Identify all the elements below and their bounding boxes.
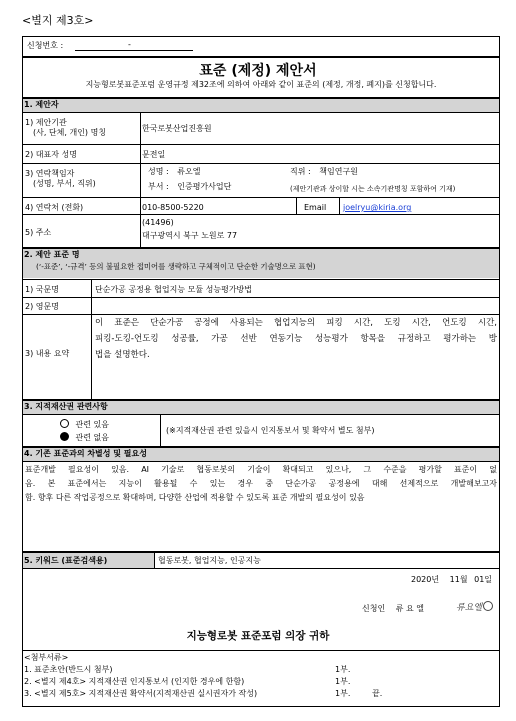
rep-label: 2) 대표자 성명 (25, 150, 77, 159)
applicant-signature (456, 600, 493, 613)
org-label-line2: (사, 단체, 개인) 명칭 (33, 128, 107, 137)
address-zip[interactable]: (41496) (142, 218, 174, 227)
dept-label: 부서 : (148, 182, 169, 191)
attachments-title: <첨부서류> (24, 653, 69, 662)
position-value[interactable]: 책임연구원 (319, 167, 358, 176)
attachment-count-1: 1부. (335, 665, 351, 674)
summary-line-1[interactable]: 이 표준은 단순가공 공정에 사용되는 협업지능의 피킹 시간, 도킹 시간, 언도킹 시간, (95, 318, 497, 328)
contact-dept (148, 182, 231, 192)
application-no-value[interactable]: - (128, 40, 131, 49)
email-link[interactable]: joelryu@kiria.org (343, 203, 412, 212)
org-label-line1: 1) 제안기관 (25, 118, 67, 127)
ip-option-no-label: 관련 없음 (75, 433, 110, 442)
section-3-title: 3. 지적재산권 관련사항 (24, 402, 108, 411)
contact-label-line2: (성명, 부서, 직위) (33, 179, 96, 188)
ip-option-yes-label: 관련 있음 (75, 420, 110, 429)
necessity-line-2[interactable]: 음. 본 표준에서는 지능이 활용될 수 있는 경우 중 단순가공 공정용에 대해 선제적으로 개발해보고자 (25, 479, 497, 488)
section-5-title: 5. 키워드 (표준검색용) (24, 556, 108, 565)
summary-line-2[interactable]: 피킹-도킹-언도킹 성공률, 가공 선반 연동기능 성능평가 항목을 규정하고 평가하는 방 (95, 334, 497, 344)
org-value[interactable]: 한국로봇산업진흥원 (142, 124, 212, 133)
address-value[interactable]: 대구광역시 북구 노원로 77 (142, 231, 238, 240)
name-value[interactable]: 류오엘 (177, 167, 201, 176)
seal-icon (483, 601, 493, 611)
section-4-title: 4. 기존 표준과의 차별성 및 필요성 (24, 449, 147, 458)
address-label: 5) 주소 (25, 228, 52, 237)
applicant-label: 신청인 (362, 604, 386, 613)
application-no-label: 신청번호 : (27, 41, 64, 50)
org-label (25, 118, 106, 138)
en-name-label: 2) 영문명 (25, 302, 59, 311)
position-label: 직위 : (290, 167, 311, 176)
date-month[interactable]: 11월 (449, 575, 468, 584)
attachment-count-3: 1부. (335, 689, 351, 698)
applicant-name[interactable]: 류 요 엘 (395, 604, 425, 613)
section-1-title: 1. 제안자 (24, 100, 59, 109)
recipient: 지능형로봇 표준포럼 의장 귀하 (186, 630, 330, 642)
keywords-value[interactable]: 협동로봇, 협업지능, 인공지능 (158, 556, 261, 565)
radio-unchecked-icon[interactable] (60, 419, 69, 428)
section-2-note: (‘-표준’, ‘-규격’ 등의 불필요한 접미어를 생략하고 구체적이고 단순한 기술명으로 표현) (36, 262, 316, 271)
form-label: <별지 제3호> (22, 14, 94, 27)
ko-name-value[interactable]: 단순가공 공정용 협업지능 모듈 성능평가방법 (95, 285, 253, 294)
email-label: Email (304, 203, 327, 212)
summary-line-3[interactable]: 법을 설명한다. (95, 350, 150, 360)
ip-option-yes[interactable] (60, 419, 109, 430)
attachment-item-3[interactable]: 3. <별지 제5호> 지적재산권 확약서(지적재산권 실시권자가 작성) (24, 689, 258, 698)
summary-label: 3) 내용 요약 (25, 349, 70, 358)
contact-name (148, 167, 200, 177)
application-no-underline (75, 50, 193, 51)
necessity-line-1[interactable]: 표준개발 필요성이 있음. AI 기술로 협동로봇의 기술이 확대되고 있으나, 그 수준을 평가할 표준이 없 (25, 465, 497, 474)
radio-checked-icon[interactable] (60, 432, 69, 441)
contact-label-line1: 3) 연락책임자 (25, 169, 75, 178)
ko-name-label: 1) 국문명 (25, 285, 59, 294)
date-year[interactable]: 2020년 (411, 575, 440, 584)
attachment-count-2: 1부. (335, 677, 351, 686)
contact-position (290, 167, 358, 177)
contact-note: (제안기관과 상이할 시는 소속기관명칭 포함하여 기재) (290, 185, 456, 193)
signature-text: 류요엘 (456, 603, 483, 613)
attachment-item-2[interactable]: 2. <별지 제4호> 지적재산권 인지통보서 (인지한 경우에 한함) (24, 677, 245, 686)
phone-value[interactable]: 010-8500-5220 (142, 203, 204, 212)
date (411, 575, 492, 585)
ip-option-no[interactable] (60, 432, 109, 443)
ip-note: (※지적재산권 관련 있을시 인지통보서 및 확약서 별도 첨부) (166, 426, 375, 435)
form-intro: 지능형로봇표준포럼 운영규정 제32조에 의하여 아래와 같이 표준의 (제정, 개정, 폐지)를 신청합니다. (85, 80, 437, 89)
necessity-line-3[interactable]: 함. 향후 다른 작업공정으로 확대하며, 다양한 산업에 적용할 수 있도록 표준 개발의 필요성이 있음 (25, 493, 365, 502)
attachment-item-1[interactable]: 1. 표준초안(반드시 첨부) (24, 665, 113, 674)
section-2-title: 2. 제안 표준 명 (24, 250, 80, 259)
dept-value[interactable]: 인증평가사업단 (177, 182, 232, 191)
name-label: 성명 : (148, 167, 169, 176)
contact-label (25, 169, 96, 189)
rep-value[interactable]: 문전일 (142, 150, 166, 159)
attachments-end: 끝. (372, 689, 383, 698)
date-day[interactable]: 01일 (474, 575, 493, 584)
phone-label: 4) 연락처 (전화) (25, 203, 84, 212)
form-title: 표준 (제정) 제안서 (199, 63, 317, 79)
applicant (362, 604, 424, 614)
